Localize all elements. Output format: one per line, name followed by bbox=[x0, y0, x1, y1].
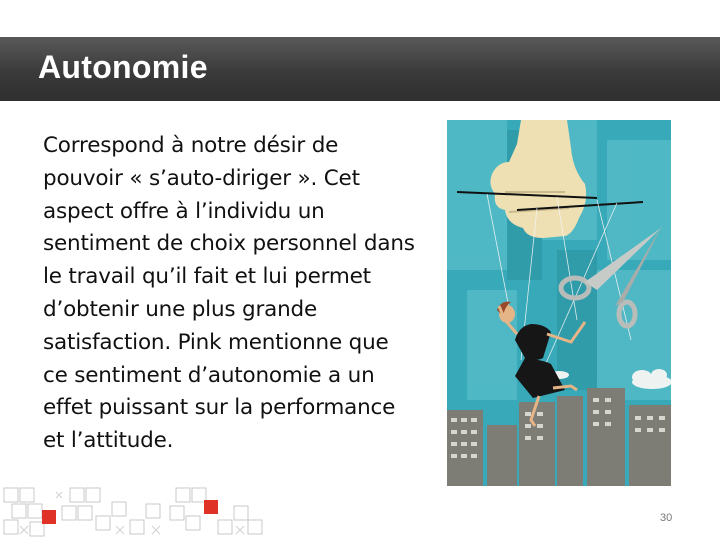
page-number: 30 bbox=[660, 512, 673, 524]
slide-title: Autonomie bbox=[38, 49, 208, 85]
title-bar bbox=[0, 37, 720, 101]
footer-decorative-pattern bbox=[0, 482, 300, 540]
slide-body-text: Correspond à notre désir de pouvoir « s’auto-diriger ». Cet aspect offre à l’individu un sentiment de choix personnel dans le travail qu’il fait et lui permet d’obtenir une plus grande satisfaction. Pink mentionne que ce sentiment d’autonomie a un effet puissant sur la performance et l’attitude. bbox=[43, 133, 415, 454]
illustration-svg bbox=[447, 120, 671, 486]
puppet-illustration bbox=[447, 120, 671, 486]
